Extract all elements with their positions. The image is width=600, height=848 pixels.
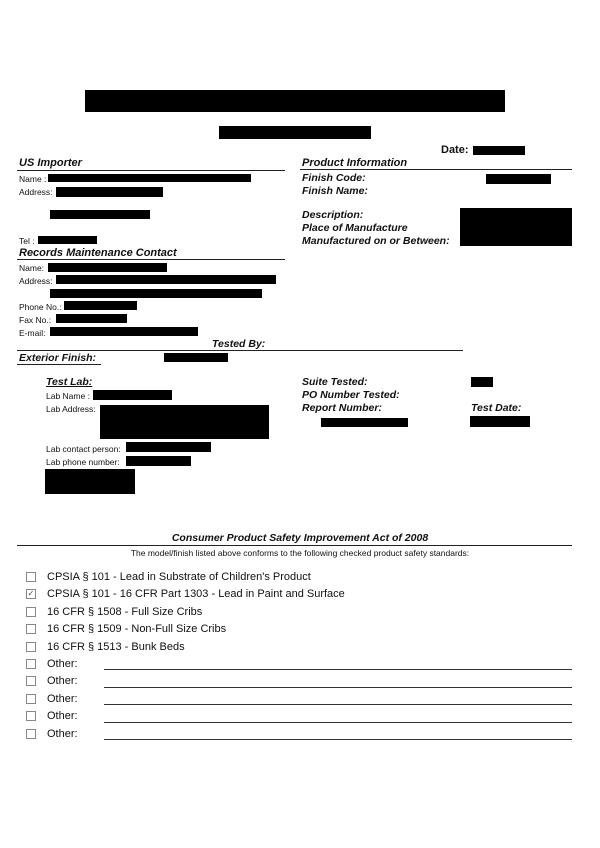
description-label: Description: [302, 209, 364, 221]
checkbox-label: Other: [47, 728, 78, 740]
cpsia-item [26, 605, 202, 619]
checkbox[interactable] [26, 694, 36, 704]
finish-code-label: Finish Code: [302, 172, 366, 184]
report-number-label: Report Number: [302, 402, 382, 414]
checkbox[interactable] [26, 659, 36, 669]
other-blank-line[interactable] [104, 722, 572, 723]
exterior-finish-underline [17, 364, 101, 365]
checkbox-label: Other: [47, 710, 78, 722]
redacted-report-number [321, 418, 408, 427]
other-blank-line[interactable] [104, 669, 572, 670]
suite-tested-label: Suite Tested: [302, 376, 368, 388]
cpsia-intro: The model/finish listed above conforms to the following checked product safety standards: [130, 548, 470, 558]
records-contact-rule [17, 259, 285, 260]
lab-name-label: Lab Name : [46, 391, 90, 401]
redacted-records-phone [64, 301, 137, 310]
redacted-importer-address-1 [56, 187, 163, 197]
cpsia-item-other [26, 674, 78, 688]
exterior-finish-label: Exterior Finish: [19, 352, 97, 364]
checkbox[interactable] [26, 729, 36, 739]
checkbox-label: 16 CFR § 1508 - Full Size Cribs [47, 606, 203, 618]
redacted-records-name [48, 263, 167, 272]
test-lab-title: Test Lab: [46, 376, 93, 388]
checkbox-label: Other: [47, 693, 78, 705]
redacted-date [473, 146, 525, 155]
redacted-lab-extra [45, 469, 135, 494]
checkbox-label: 16 CFR § 1513 - Bunk Beds [47, 641, 185, 653]
records-name-label: Name: [19, 263, 45, 273]
cpsia-rule [17, 545, 572, 546]
cpsia-item [26, 570, 311, 584]
finish-name-label: Finish Name: [302, 185, 368, 197]
redacted-lab-address [100, 405, 269, 439]
checkbox-label: Other: [47, 658, 78, 670]
redacted-exterior-finish [164, 353, 228, 362]
redacted-lab-phone [126, 456, 191, 466]
redacted-test-date [470, 416, 530, 427]
cpsia-item-other [26, 657, 78, 671]
records-address-label: Address: [19, 276, 53, 286]
product-info-title: Product Information [302, 157, 408, 169]
cpsia-item-other [26, 709, 78, 723]
checkbox-label: 16 CFR § 1509 - Non-Full Size Cribs [47, 623, 227, 635]
redacted-importer-tel [38, 236, 97, 244]
checkbox-label: CPSIA § 101 - 16 CFR Part 1303 - Lead in Paint and Surface [47, 588, 345, 600]
cpsia-item-other [26, 692, 78, 706]
records-fax-label: Fax No.: [19, 315, 52, 325]
importer-address-label: Address: [19, 187, 53, 197]
cpsia-title: Consumer Product Safety Improvement Act of 2008 [171, 532, 429, 544]
checkbox-label: CPSIA § 101 - Lead in Substrate of Children's Product [47, 571, 311, 583]
cpsia-item-other [26, 727, 78, 741]
checkbox[interactable] [26, 624, 36, 634]
checkbox[interactable] [26, 642, 36, 652]
place-of-manufacture-label: Place of Manufacture [302, 222, 408, 234]
redacted-suite-tested [471, 377, 493, 387]
redacted-product-details [460, 208, 572, 246]
checkbox[interactable] [26, 676, 36, 686]
redacted-importer-address-2 [50, 210, 150, 219]
redacted-records-email [50, 327, 198, 336]
us-importer-rule [17, 170, 285, 171]
test-date-label: Test Date: [471, 402, 522, 414]
records-phone-label: Phone No.: [19, 302, 62, 312]
checkbox[interactable] [26, 572, 36, 582]
tested-by-rule [17, 350, 463, 351]
checkbox[interactable]: ✓ [27, 589, 35, 598]
manufactured-between-label: Manufactured on or Between: [302, 235, 450, 247]
redacted-title [85, 90, 505, 112]
product-info-rule [300, 169, 572, 170]
checkbox[interactable] [26, 711, 36, 721]
lab-phone-label: Lab phone number: [46, 457, 120, 467]
importer-name-label: Name : [19, 174, 47, 184]
redacted-records-address-2 [50, 289, 262, 298]
us-importer-title: US Importer [19, 157, 82, 169]
redacted-importer-name [48, 174, 251, 182]
records-contact-title: Records Maintenance Contact [19, 247, 177, 259]
redacted-finish-code [486, 174, 551, 184]
checkbox[interactable] [26, 607, 36, 617]
redacted-records-address-1 [56, 275, 276, 284]
redacted-records-fax [56, 314, 127, 323]
lab-address-label: Lab Address: [46, 404, 96, 414]
records-email-label: E-mail: [19, 328, 46, 338]
date-label: Date: [441, 144, 469, 156]
cpsia-item [26, 587, 345, 601]
tested-by-title: Tested By: [212, 338, 266, 350]
lab-contact-label: Lab contact person: [46, 444, 121, 454]
redacted-subtitle [219, 126, 371, 139]
po-number-label: PO Number Tested: [302, 389, 400, 401]
other-blank-line[interactable] [104, 739, 572, 740]
other-blank-line[interactable] [104, 704, 572, 705]
cpsia-item [26, 622, 226, 636]
redacted-lab-contact [126, 442, 211, 452]
other-blank-line[interactable] [104, 687, 572, 688]
cpsia-item [26, 640, 185, 654]
importer-tel-label: Tel : [19, 236, 35, 246]
redacted-lab-name [93, 390, 172, 400]
checkbox-label: Other: [47, 675, 78, 687]
